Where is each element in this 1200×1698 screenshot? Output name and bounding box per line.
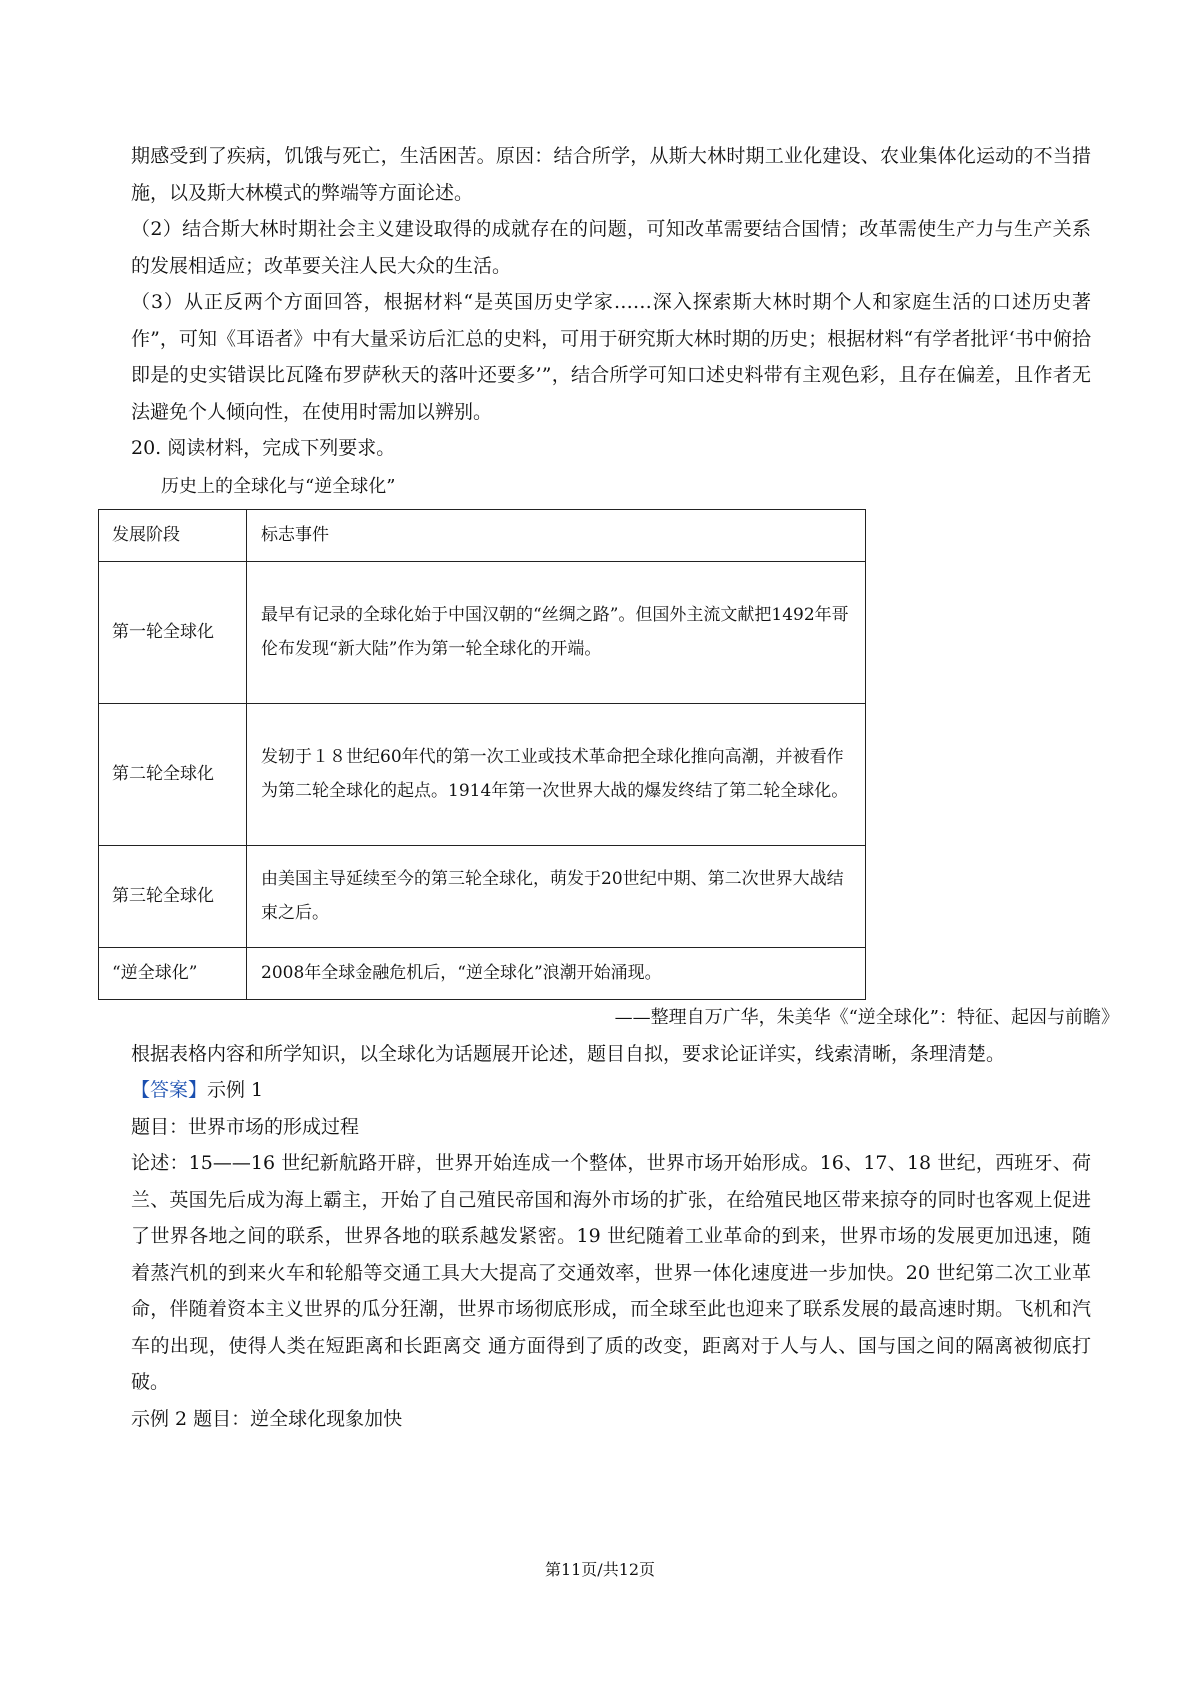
globalization-table bbox=[98, 509, 866, 1000]
header-event: 标志事件 bbox=[247, 509, 866, 561]
row-stage: 第一轮全球化 bbox=[99, 561, 247, 703]
row-event: 由美国主导延续至今的第三轮全球化，萌发于20世纪中期、第二次世界大战结束之后。 bbox=[247, 845, 866, 947]
example-2-title: 示例 2 题目：逆全球化现象加快 bbox=[131, 1407, 403, 1430]
answer-tag: 【答案】 bbox=[131, 1079, 208, 1101]
header-stage: 发展阶段 bbox=[99, 509, 247, 561]
answer-heading bbox=[131, 1072, 1091, 1109]
table-caption: 历史上的全球化与“逆全球化” bbox=[161, 475, 396, 497]
example-1-body: 论述：15——16 世纪新航路开辟，世界开始连成一个整体，世界市场开始形成。16、17、18 世纪，西班牙、荷兰、英国先后成为海上霸主，开始了自己殖民帝国和海外市场的扩张，在给殖民地区带来掠夺的同时也客观上促进了世界各地之间的联系，世界各地的联系越发紧密。19 世纪随着工业革命的到来，世界市场的发展更加迅速，随着蒸汽机的到来火车和轮船等交通工具大大提高了交通效率，世界一体化速度进一步加快。20 世纪第二次工业革命，伴随着资本主义世界的瓜分狂潮，世界市场彻底形成，而全球至此也迎来了联系发展的最高速时期。飞机和汽车的出现，使得人类在短距离和长距离交 通方面得到了质的改变，距离对于人与人、国与国之间的隔离被彻底打破。 bbox=[131, 1152, 1091, 1393]
answer-paragraph-2: （2）结合斯大林时期社会主义建设取得的成就存在的问题，可知改革需要结合国情；改革需使生产力与生产关系的发展相适应；改革要关注人民大众的生活。 bbox=[131, 218, 1091, 277]
question-prompt: 根据表格内容和所学知识，以全球化为话题展开论述，题目自拟，要求论证详实，线索清晰，条理清楚。 bbox=[131, 1042, 1006, 1065]
row-event: 最早有记录的全球化始于中国汉朝的“丝绸之路”。但国外主流文献把1492年哥伦布发现“新大陆”作为第一轮全球化的开端。 bbox=[247, 561, 866, 703]
table-row bbox=[99, 703, 866, 845]
example-1-title: 题目：世界市场的形成过程 bbox=[131, 1115, 360, 1138]
table-header-row bbox=[99, 509, 866, 561]
example-1-label: 示例 1 bbox=[207, 1079, 264, 1101]
table-row bbox=[99, 845, 866, 947]
table-row bbox=[99, 561, 866, 703]
question-20-heading: 20. 阅读材料，完成下列要求。 bbox=[131, 437, 396, 459]
answer-paragraph-3: （3）从正反两个方面回答，根据材料“是英国历史学家……深入探索斯大林时期个人和家庭生活的口述历史著作”，可知《耳语者》中有大量采访后汇总的史料，可用于研究斯大林时期的历史；根据材料“有学者批评‘书中俯拾即是的史实错误比瓦隆布罗萨秋天的落叶还要多’”，结合所学可知口述史料带有主观色彩，且存在偏差，且作者无法避免个人倾向性，在使用时需加以辨别。 bbox=[131, 291, 1091, 423]
row-stage: 第三轮全球化 bbox=[99, 845, 247, 947]
row-stage: “逆全球化” bbox=[99, 947, 247, 999]
table-source: ——整理自万广华，朱美华《“逆全球化”：特征、起因与前瞻》 bbox=[614, 1006, 1119, 1028]
page-content bbox=[112, 138, 1119, 1437]
answer-paragraph-1: 期感受到了疾病，饥饿与死亡，生活困苦。原因：结合所学，从斯大林时期工业化建设、农业集体化运动的不当措施，以及斯大林模式的弊端等方面论述。 bbox=[131, 145, 1091, 204]
row-event: 2008年全球金融危机后，“逆全球化”浪潮开始涌现。 bbox=[247, 947, 866, 999]
table-row bbox=[99, 947, 866, 999]
row-stage: 第二轮全球化 bbox=[99, 703, 247, 845]
row-event: 发轫于１８世纪60年代的第一次工业或技术革命把全球化推向高潮，并被看作为第二轮全球化的起点。1914年第一次世界大战的爆发终结了第二轮全球化。 bbox=[247, 703, 866, 845]
page-footer: 第11页/共12页 bbox=[544, 1560, 656, 1579]
